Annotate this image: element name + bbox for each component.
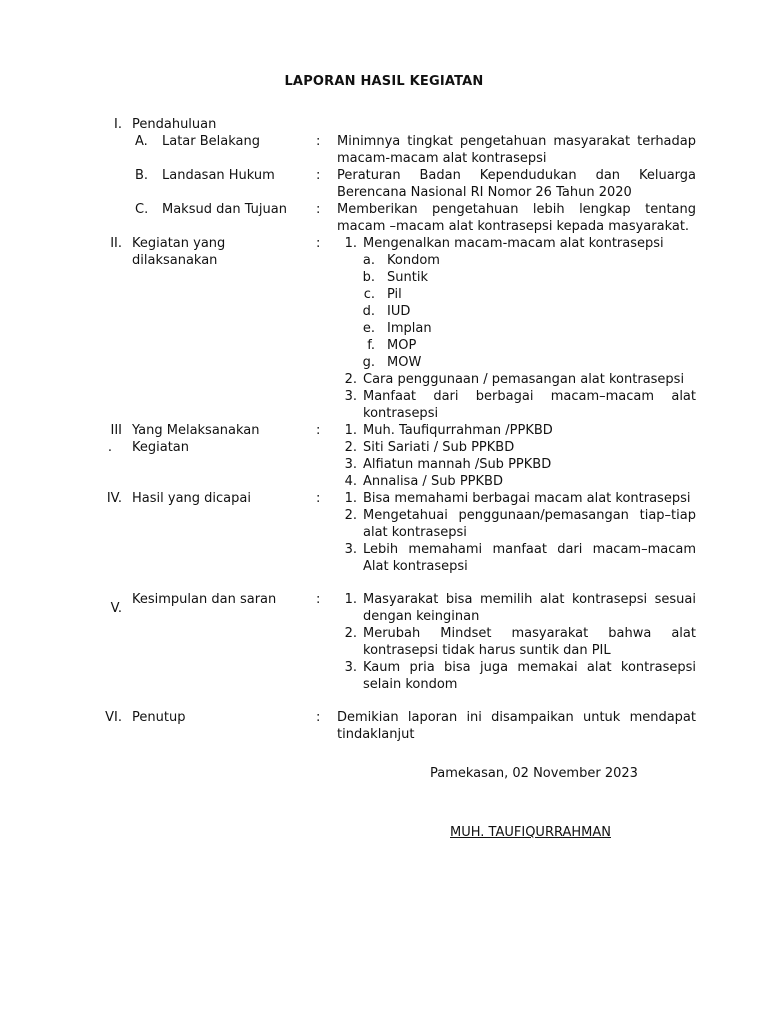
section-2-label-line-1: Kegiatan yang — [132, 236, 226, 251]
list-number: 1. — [344, 491, 357, 506]
place-date: Pamekasan, 02 November 2023 — [430, 766, 638, 781]
section-2-label-line-2: dilaksanakan — [132, 253, 218, 268]
list-item: Muh. Taufiqurrahman /PPKBD — [363, 423, 553, 438]
list-number: 3. — [344, 389, 357, 404]
list-item: Mengenalkan macam-macam alat kontrasepsi — [363, 236, 664, 251]
list-item: Cara penggunaan / pemasangan alat kontrasepsi — [363, 372, 685, 387]
document-title: LAPORAN HASIL KEGIATAN — [284, 74, 484, 89]
list-item-line-1: Mengetahuai penggunaan/pemasangan tiap–tiap — [363, 508, 696, 523]
section-1-number: I. — [114, 117, 122, 132]
list-item-line-2: kontrasepsi tidak harus suntik dan PIL — [363, 643, 611, 658]
list-number: 4. — [344, 474, 357, 489]
list-number: 3. — [344, 660, 357, 675]
list-item-line-1: Manfaat dari berbagai macam–macam alat — [363, 389, 696, 404]
subsection-b-letter: B. — [135, 168, 149, 183]
section-4-number: IV. — [106, 491, 122, 506]
section-5-number: V. — [110, 601, 122, 616]
subsection-b-label: Landasan Hukum — [162, 168, 275, 183]
section-5-label: Kesimpulan dan saran — [132, 592, 277, 607]
sublist-item: MOP — [387, 338, 417, 353]
list-item: Alfiatun mannah /Sub PPKBD — [363, 457, 552, 472]
sublist-letter: d. — [362, 304, 375, 319]
sublist-item: Pil — [387, 287, 402, 302]
sublist-letter: e. — [362, 321, 375, 336]
section-4-label: Hasil yang dicapai — [132, 491, 251, 506]
subsection-b-line-2: Berencana Nasional RI Nomor 26 Tahun 2020 — [337, 185, 632, 200]
sublist-letter: f. — [367, 338, 375, 353]
signer-name: MUH. TAUFIQURRAHMAN — [450, 825, 611, 840]
subsection-c-line-2: macam –macam alat kontrasepsi kepada masyarakat. — [337, 219, 690, 234]
subsection-c-line-1: Memberikan pengetahuan lebih lengkap tentang — [337, 202, 696, 217]
list-number: 2. — [344, 440, 357, 455]
section-6-number: VI. — [105, 710, 122, 725]
list-number: 1. — [344, 592, 357, 607]
sublist-letter: g. — [362, 355, 375, 370]
section-1-label: Pendahuluan — [132, 117, 217, 132]
sublist-item: Implan — [387, 321, 432, 336]
list-number: 3. — [344, 457, 357, 472]
section-6-line-1: Demikian laporan ini disampaikan untuk mendapat — [337, 710, 696, 725]
section-6-label: Penutup — [132, 710, 186, 725]
colon: : — [316, 202, 321, 217]
subsection-a-line-1: Minimnya tingkat pengetahuan masyarakat terhadap — [337, 134, 696, 149]
list-number: 2. — [344, 626, 357, 641]
sublist-item: Suntik — [387, 270, 428, 285]
sublist-item: IUD — [387, 304, 411, 319]
section-3-label-line-1: Yang Melaksanakan — [132, 423, 260, 438]
list-number: 2. — [344, 508, 357, 523]
list-number: 1. — [344, 423, 357, 438]
section-3-label-line-2: Kegiatan — [132, 440, 190, 455]
colon: : — [316, 168, 321, 183]
list-item: Annalisa / Sub PPKBD — [363, 474, 503, 489]
list-item: Siti Sariati / Sub PPKBD — [363, 440, 515, 455]
list-number: 2. — [344, 372, 357, 387]
subsection-c-letter: C. — [135, 202, 149, 217]
list-item-line-2: kontrasepsi — [363, 406, 439, 421]
colon: : — [316, 491, 321, 506]
list-item-line-2: alat kontrasepsi — [363, 525, 467, 540]
section-3-number-dot: . — [107, 440, 113, 455]
list-number: 3. — [344, 542, 357, 557]
colon: : — [316, 134, 321, 149]
subsection-c-label: Maksud dan Tujuan — [162, 202, 287, 217]
sublist-letter: c. — [363, 287, 375, 302]
list-item-line-1: Kaum pria bisa juga memakai alat kontrasepsi — [363, 660, 696, 675]
list-item-line-1: Merubah Mindset masyarakat bahwa alat — [363, 626, 696, 641]
subsection-a-letter: A. — [135, 134, 148, 149]
list-item: Bisa memahami berbagai macam alat kontrasepsi — [363, 491, 691, 506]
list-number: 1. — [344, 236, 357, 251]
subsection-a-label: Latar Belakang — [162, 134, 261, 149]
section-2-number: II. — [110, 236, 122, 251]
sublist-letter: b. — [362, 270, 375, 285]
sublist-item: Kondom — [387, 253, 440, 268]
subsection-a-line-2: macam-macam alat kontrasepsi — [337, 151, 547, 166]
sublist-letter: a. — [362, 253, 375, 268]
colon: : — [316, 423, 321, 438]
sublist-item: MOW — [387, 355, 422, 370]
list-item-line-1: Masyarakat bisa memilih alat kontrasepsi sesuai — [363, 592, 696, 607]
list-item-line-2: selain kondom — [363, 677, 458, 692]
colon: : — [316, 710, 321, 725]
section-6-line-2: tindaklanjut — [337, 727, 415, 742]
list-item-line-2: Alat kontrasepsi — [363, 559, 468, 574]
colon: : — [316, 236, 321, 251]
list-item-line-1: Lebih memahami manfaat dari macam–macam — [363, 542, 696, 557]
list-item-line-2: dengan keinginan — [363, 609, 480, 624]
colon: : — [316, 592, 321, 607]
subsection-b-line-1: Peraturan Badan Kependudukan dan Keluarga — [337, 168, 696, 183]
section-3-number: III — [110, 423, 122, 438]
